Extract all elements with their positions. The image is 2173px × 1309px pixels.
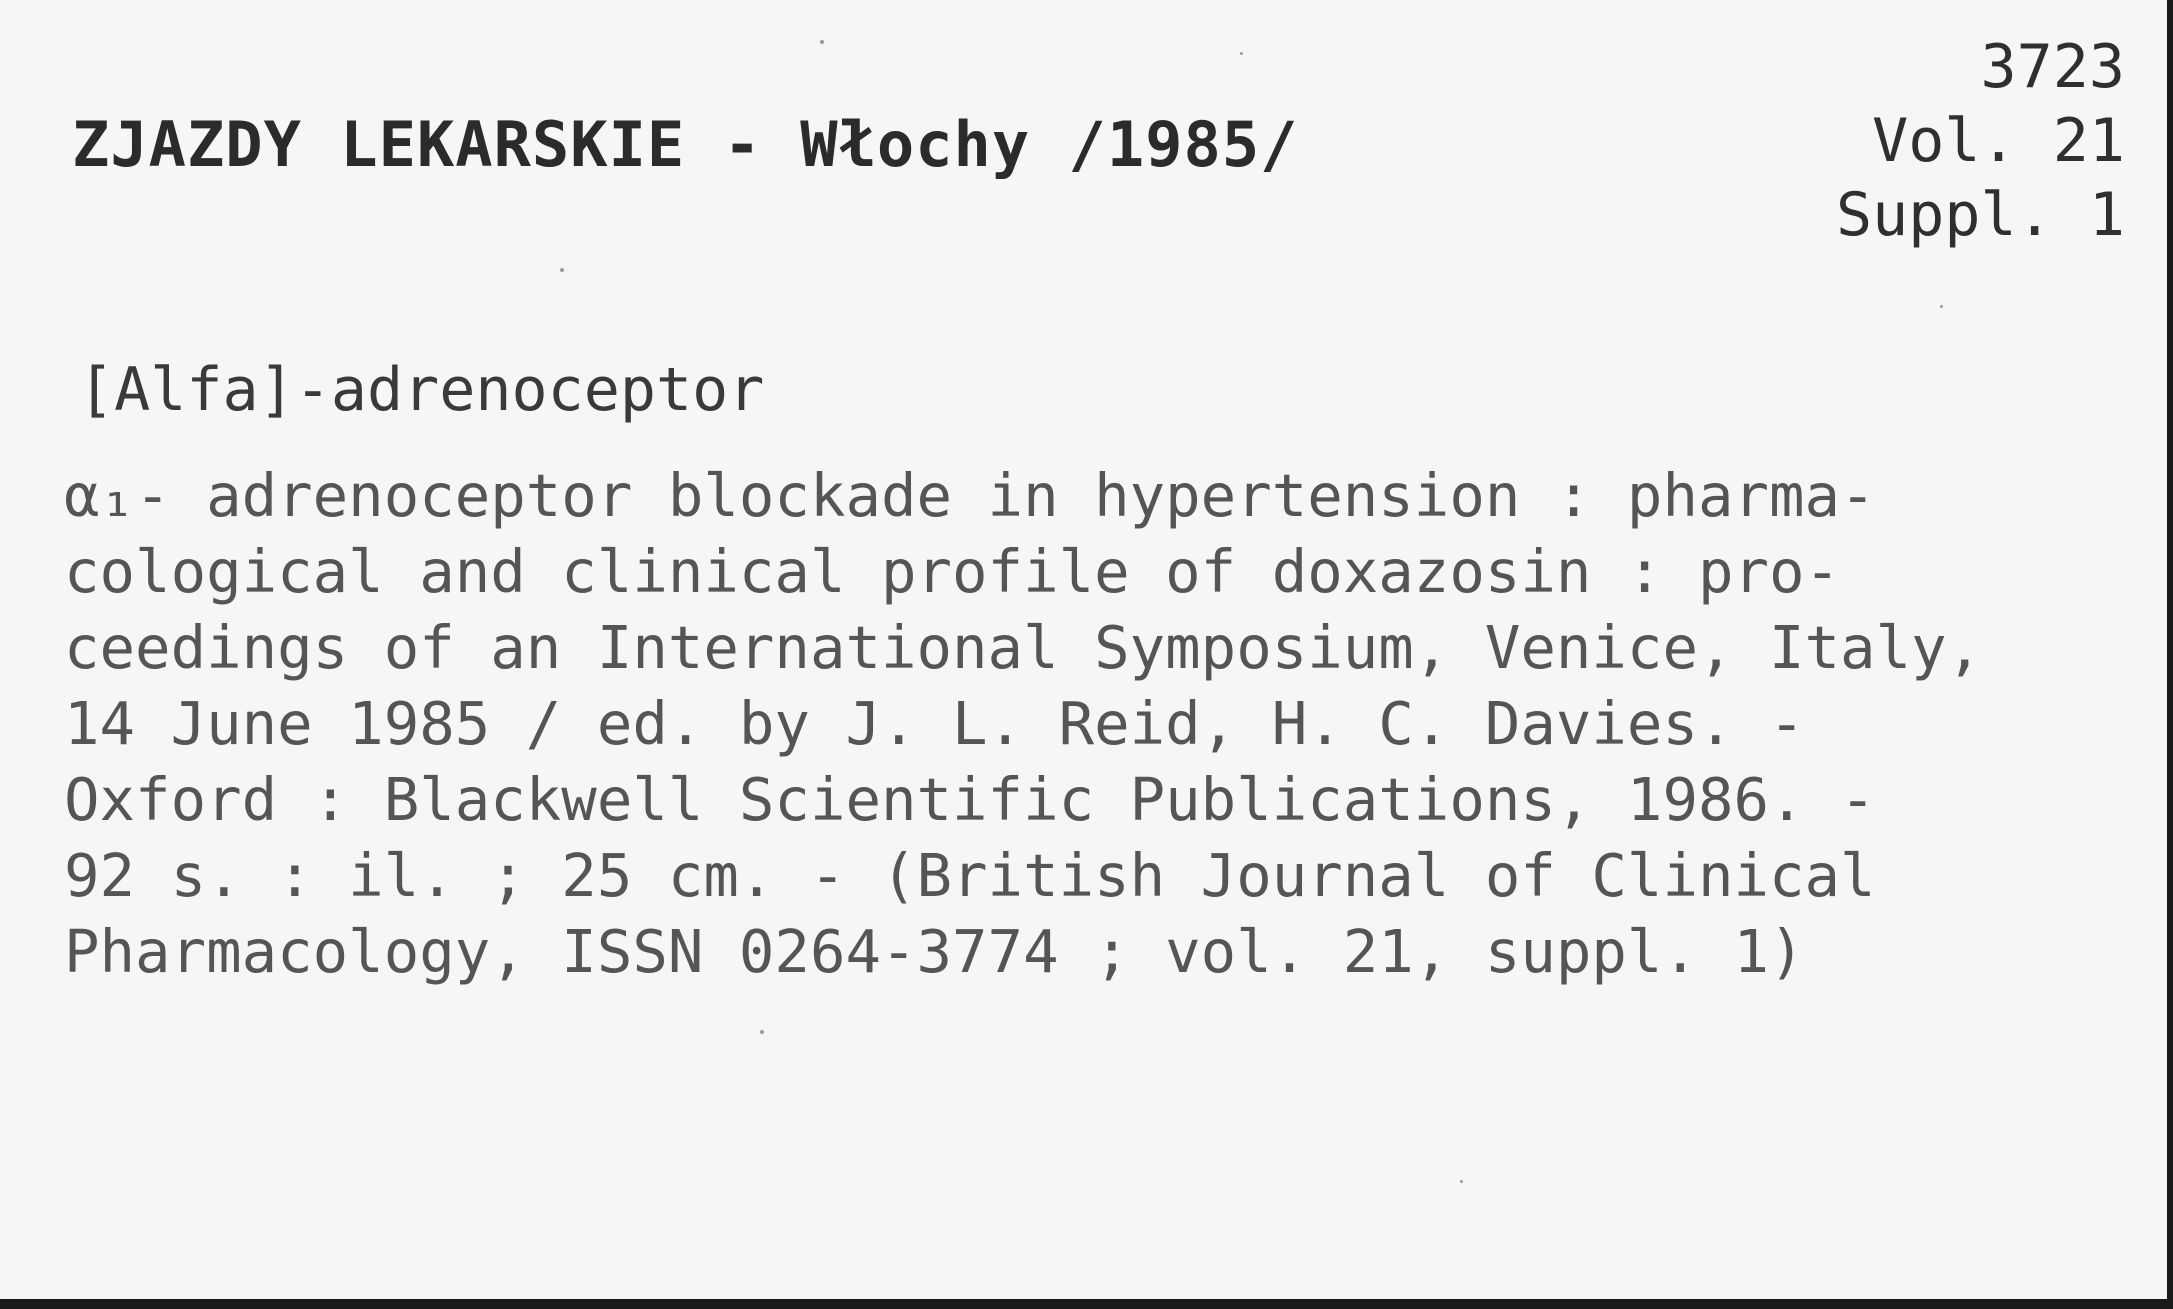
scan-speck [1240, 52, 1243, 55]
supplement-number: Suppl. 1 [1836, 180, 2125, 250]
volume-number: Vol. 21 [1872, 106, 2125, 176]
call-number-block [1705, 30, 2125, 252]
subject-heading: [Alfa]-adrenoceptor [78, 355, 765, 425]
entry-line: 14 June 1985 / ed. by J. L. Reid, H. C. Davies. - [64, 689, 1805, 758]
entry-line: Oxford : Blackwell Scientific Publications, 1986. - [64, 765, 1876, 834]
scan-speck [760, 1030, 764, 1034]
card-heading: ZJAZDY LEKARSKIE - Włochy /1985/ [72, 108, 1299, 181]
entry-line: 92 s. : il. ; 25 cm. - (British Journal of Clinical [64, 841, 1876, 910]
call-number: 3723 [1980, 32, 2125, 102]
scan-speck [1460, 1180, 1463, 1183]
bibliographic-entry [64, 458, 2154, 990]
scan-speck [820, 40, 824, 44]
entry-line: Pharmacology, ISSN 0264-3774 ; vol. 21, suppl. 1) [64, 917, 1805, 986]
entry-line: α₁- adrenoceptor blockade in hypertension : pharma- [64, 461, 1876, 530]
entry-line: ceedings of an International Symposium, Venice, Italy, [64, 613, 1983, 682]
entry-line: cological and clinical profile of doxazosin : pro- [64, 537, 1841, 606]
scan-speck [1940, 305, 1943, 308]
scan-speck [560, 268, 564, 272]
